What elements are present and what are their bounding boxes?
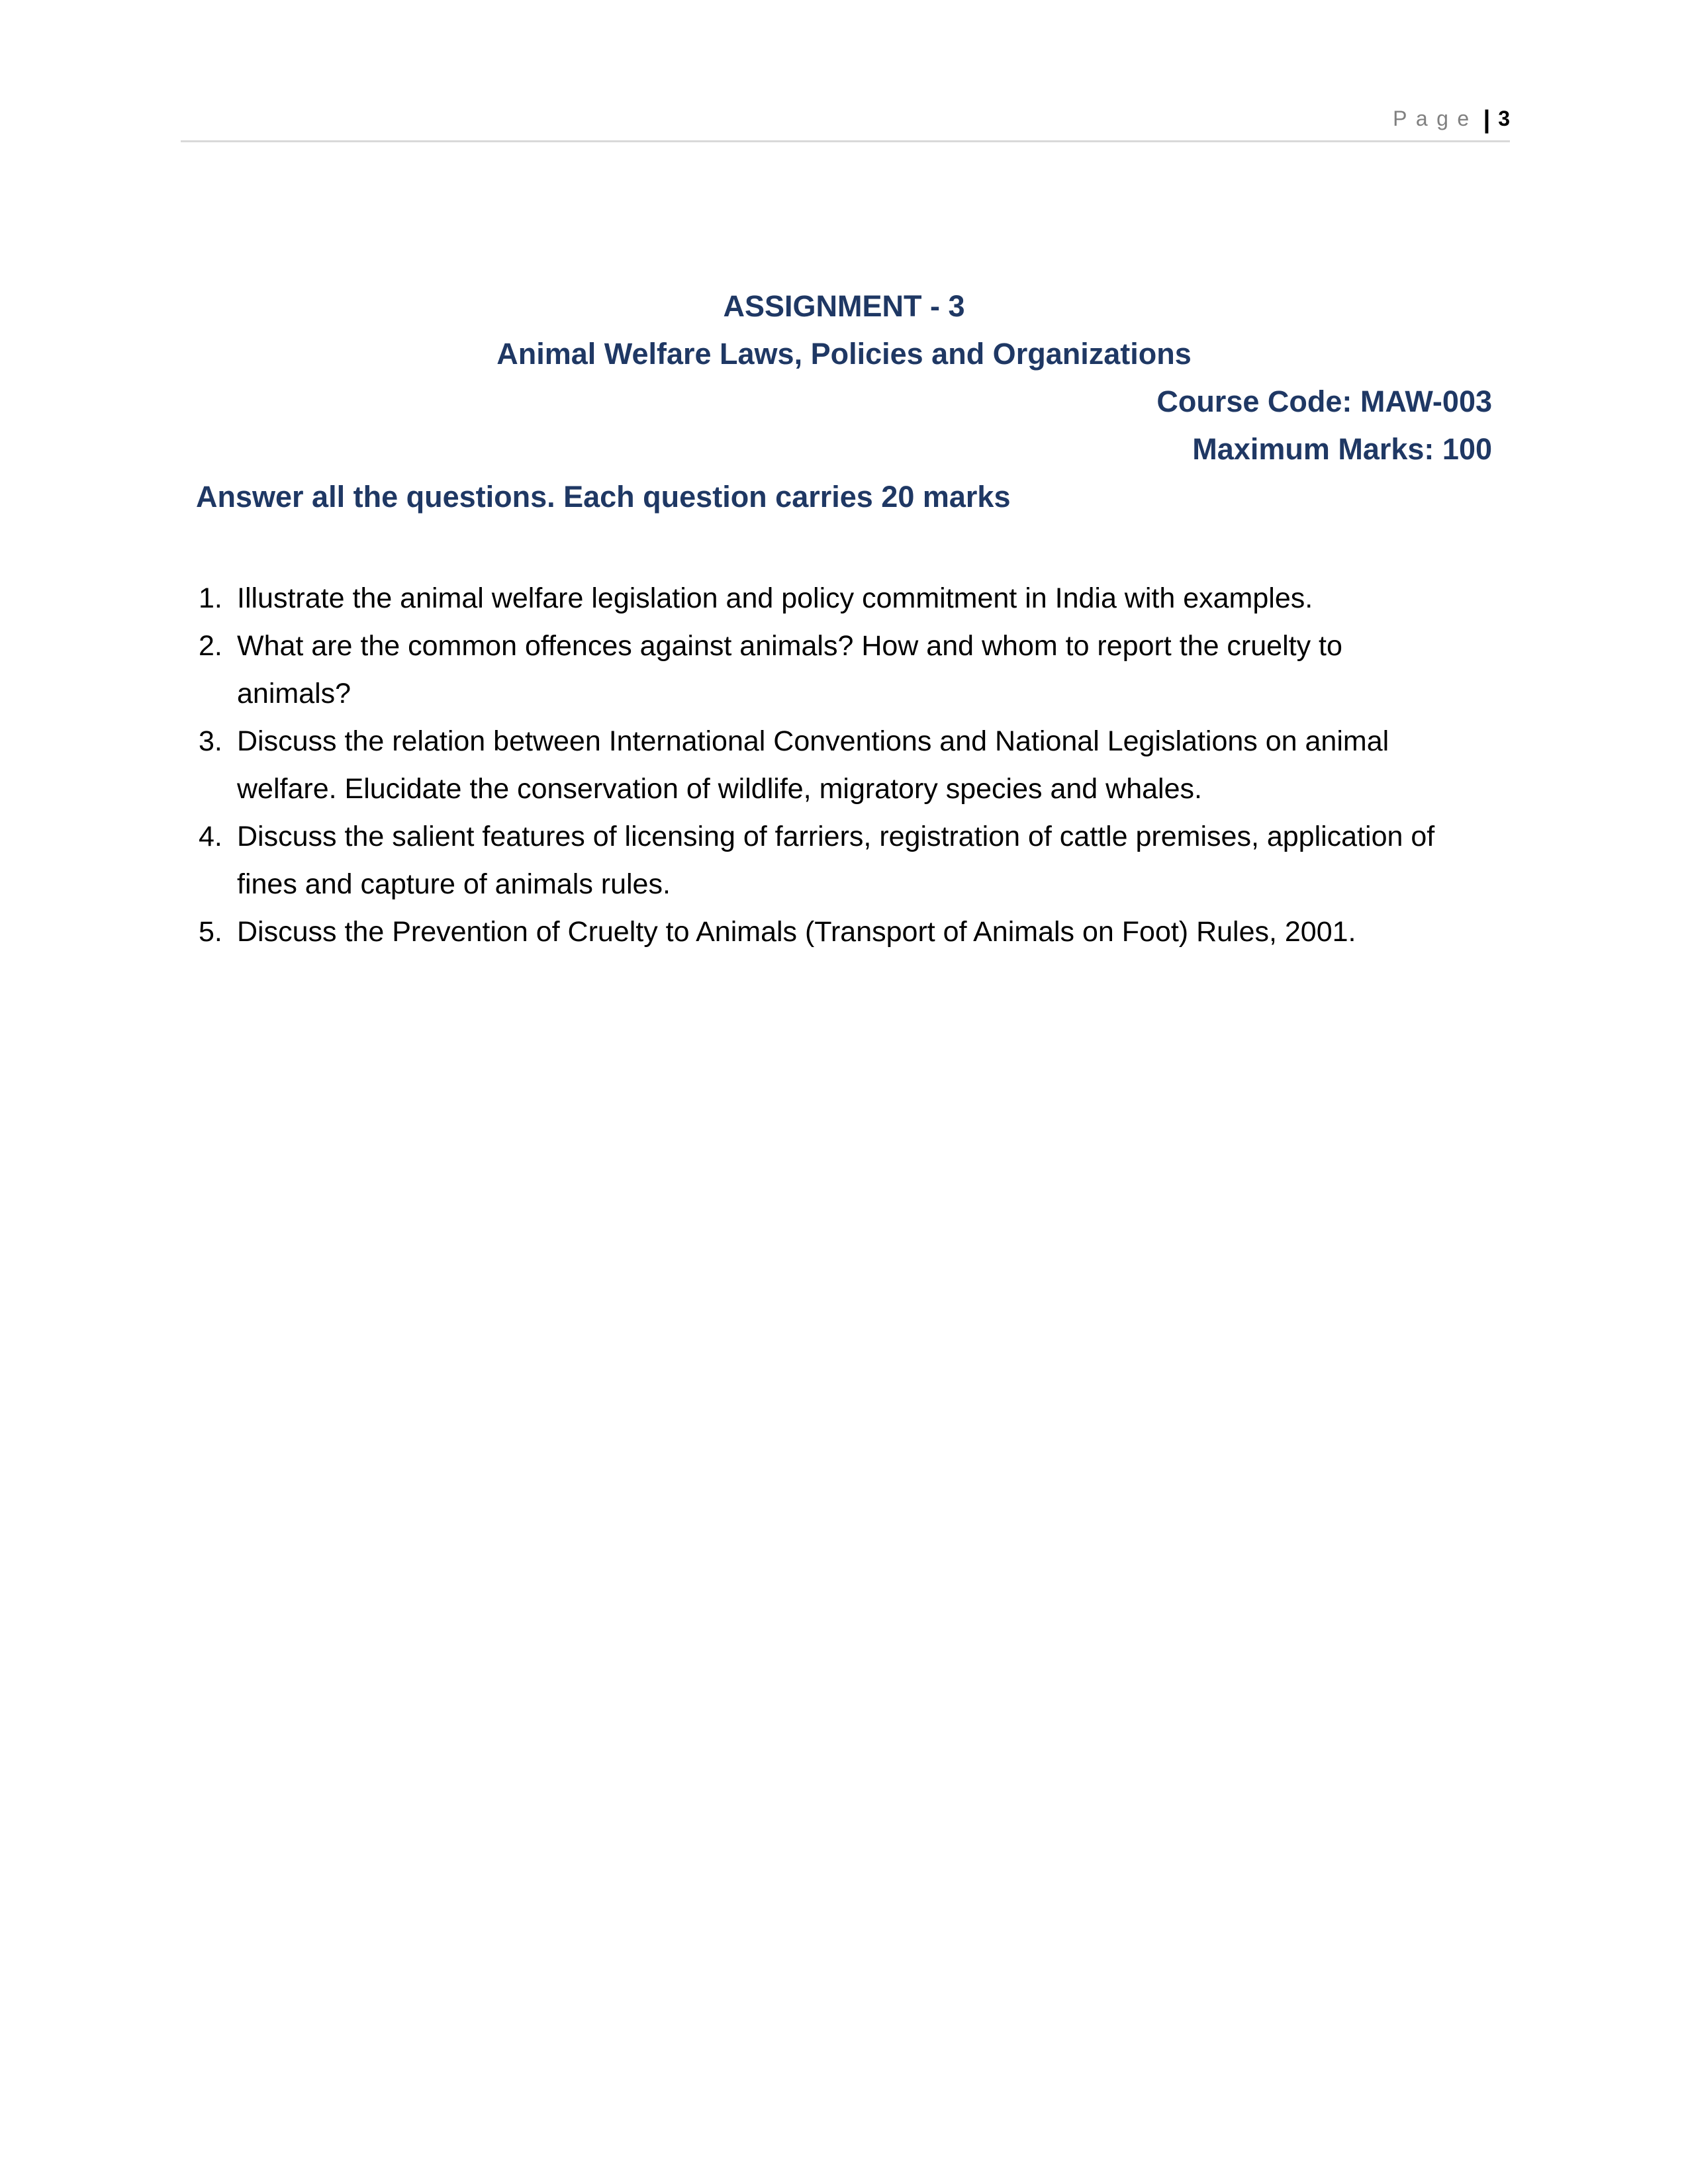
question-text: Discuss the salient features of licensing of farriers, registration of cattle premises, application of fines and capture of animals rules. [237, 821, 1435, 900]
question-item [199, 574, 1462, 622]
course-title: Animal Welfare Laws, Policies and Organizations [496, 337, 1192, 371]
question-text: Discuss the Prevention of Cruelty to Animals (Transport of Animals on Foot) Rules, 2001. [237, 916, 1356, 948]
question-number: 3. [199, 725, 222, 757]
question-text: What are the common offences against animals? How and whom to report the cruelty to animals? [237, 630, 1342, 709]
question-item [199, 908, 1462, 956]
assignment-title: ASSIGNMENT - 3 [723, 289, 965, 323]
question-item [199, 813, 1462, 908]
question-text: Discuss the relation between International Conventions and National Legislations on animal welfare. Elucidate the conservation of wildlife, migratory species and whales. [237, 725, 1389, 805]
header-page-number: 3 [1498, 107, 1510, 130]
question-number: 1. [199, 582, 222, 614]
question-number: 4. [199, 821, 222, 852]
header-separator-bar: | [1483, 106, 1491, 134]
course-code: Course Code: MAW-003 [1156, 385, 1492, 418]
question-text: Illustrate the animal welfare legislation and policy commitment in India with examples. [237, 582, 1313, 614]
question-item [199, 717, 1462, 813]
question-number: 2. [199, 630, 222, 662]
question-list [199, 574, 1462, 956]
header-page-label: Page [1393, 107, 1478, 130]
title-block [196, 283, 1492, 521]
maximum-marks: Maximum Marks: 100 [1192, 432, 1492, 466]
question-number: 5. [199, 916, 222, 948]
page-header [181, 106, 1510, 142]
instruction-line: Answer all the questions. Each question carries 20 marks [196, 480, 1011, 514]
question-item [199, 622, 1462, 717]
